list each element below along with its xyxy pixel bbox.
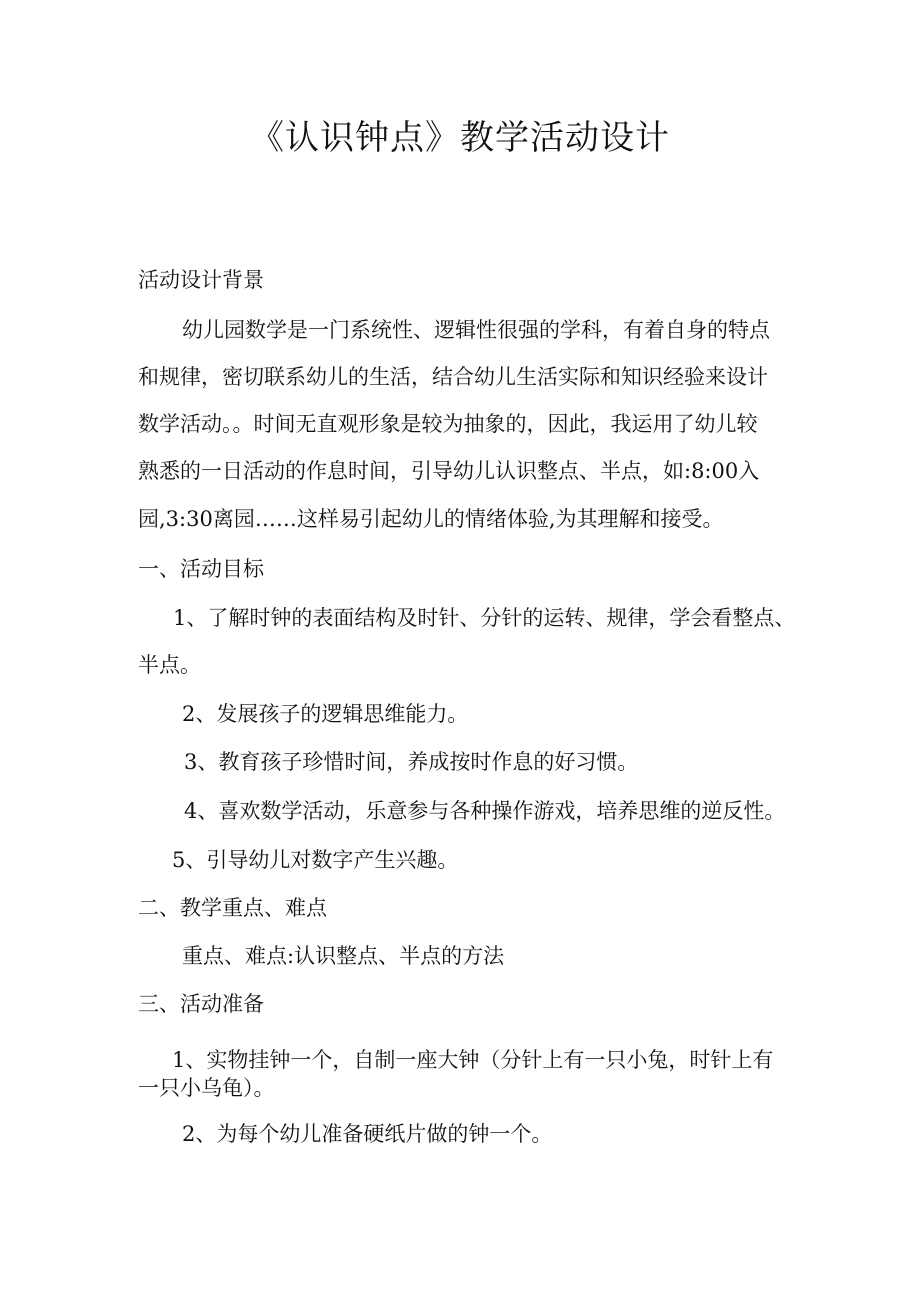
goal-item-3: 3、教育孩子珍惜时间，养成按时作息的好习惯。 [184, 750, 639, 774]
background-paragraph-line: 幼儿园数学是一门系统性、逻辑性很强的学科，有着自身的特点 [182, 318, 770, 342]
preparation-item-1-continued: 一只小乌龟）。 [138, 1076, 275, 1100]
background-paragraph-line: 数学活动。。时间无直观形象是较为抽象的，因此，我运用了幼儿较 [138, 412, 758, 436]
preparation-item-1: 1、实物挂钟一个，自制一座大钟（分针上有一只小兔，时针上有 [172, 1048, 774, 1072]
preparation-heading: 三、活动准备 [138, 992, 264, 1016]
goals-heading: 一、活动目标 [138, 557, 264, 581]
page-title: 《认识钟点》教学活动设计 [250, 118, 670, 158]
background-heading: 活动设计背景 [138, 268, 264, 292]
background-paragraph-line: 熟悉的一日活动的作息时间，引导幼儿认识整点、半点，如:8:00入 [138, 459, 760, 483]
background-paragraph-line: 和规律，密切联系幼儿的生活，结合幼儿生活实际和知识经验来设计 [138, 365, 768, 389]
key-points-heading: 二、教学重点、难点 [138, 896, 327, 920]
key-points-text: 重点、难点:认识整点、半点的方法 [182, 944, 505, 968]
background-paragraph-line: 园,3:30离园……这样易引起幼儿的情绪体验,为其理解和接受。 [138, 507, 724, 531]
goal-item-5: 5、引导幼儿对数字产生兴趣。 [172, 848, 459, 872]
goal-item-1-continued: 半点。 [138, 653, 201, 677]
goal-item-4: 4、喜欢数学活动，乐意参与各种操作游戏，培养思维的逆反性。 [184, 799, 786, 823]
goal-item-1: 1、了解时钟的表面结构及时针、分针的运转、规律，学会看整点、 [173, 606, 796, 630]
preparation-item-2: 2、为每个幼儿准备硬纸片做的钟一个。 [182, 1122, 553, 1146]
goal-item-2: 2、发展孩子的逻辑思维能力。 [182, 702, 469, 726]
